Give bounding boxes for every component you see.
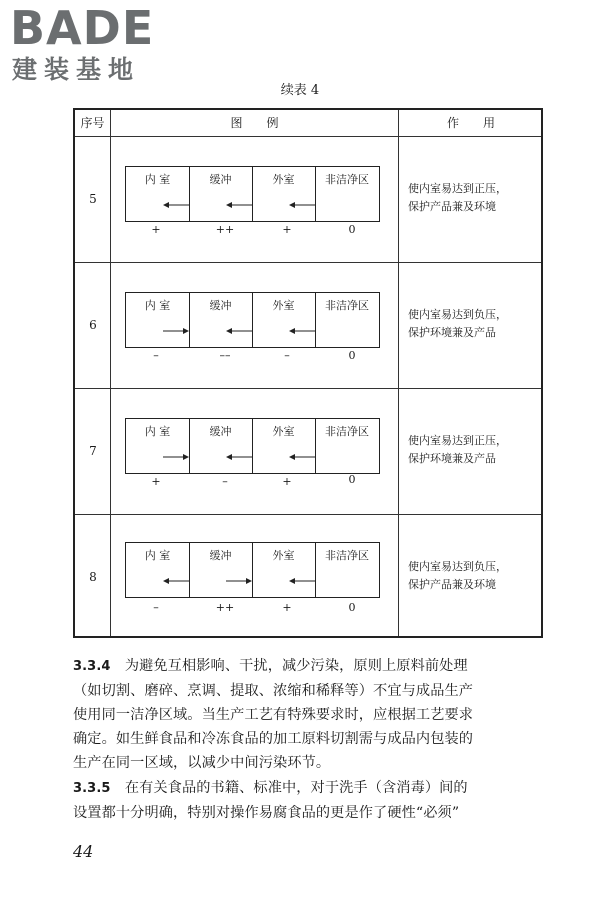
- header-effect: 作 用: [446, 116, 495, 130]
- airflow-arrow-icon: [289, 577, 315, 585]
- effect-line: 使内室易达到负压，: [408, 560, 507, 573]
- pressure-sign: ––: [219, 349, 231, 362]
- effect-line: 使内室易达到正压，: [408, 434, 507, 447]
- pressure-sign: –: [153, 601, 159, 614]
- airflow-arrow-icon: [289, 453, 315, 461]
- room-label: 外室: [272, 549, 295, 562]
- airflow-arrow-icon: [226, 327, 252, 335]
- publisher-logo: [10, 1, 180, 86]
- paragraph-line: 使用同一洁净区域。当生产工艺有特殊要求时，应根据工艺要求: [73, 707, 474, 723]
- room-label: 非洁净区: [325, 173, 369, 186]
- line-text: 在有关食品的书籍、标准中，对于洗手（含消毒）间的: [124, 780, 468, 796]
- pressure-sign: –: [284, 349, 290, 362]
- table-col-divider: [110, 110, 111, 636]
- effect-line: 使内室易达到正压，: [408, 182, 507, 195]
- airflow-arrow-icon: [226, 453, 252, 461]
- header-diagram: 图 例: [230, 116, 279, 130]
- airflow-arrow-icon: [163, 327, 189, 335]
- table-col-divider: [398, 110, 399, 636]
- table-caption: 续表 4: [280, 83, 320, 98]
- effect-line: 保护环境兼及产品: [408, 326, 496, 339]
- paragraph-line: 确定。如生鲜食品和冷冻食品的加工原料切割需与成品内包装的: [73, 731, 474, 747]
- room-label: 内 室: [144, 173, 171, 186]
- room-label: 缓冲: [209, 425, 232, 438]
- paragraph-line: 生产在同一区域，以减少中间污染环节。: [73, 755, 331, 771]
- room-label: 外室: [272, 425, 295, 438]
- effect-line: 保护环境兼及产品: [408, 452, 496, 465]
- logo-wordmark: BADE: [10, 1, 155, 55]
- paragraph-line: [73, 654, 545, 679]
- table-row-divider: [75, 514, 541, 515]
- header-seq: 序号: [80, 116, 105, 130]
- pressure-sign: +: [282, 601, 292, 614]
- airflow-arrow-icon: [163, 453, 189, 461]
- room-label: 外室: [272, 299, 295, 312]
- paragraph-line: （如切割、磨碎、烹调、提取、浓缩和稀释等）不宜与成品生产: [73, 683, 474, 699]
- pressure-sign: 0: [348, 349, 356, 362]
- pressure-sign: +: [282, 223, 292, 236]
- room-label: 内 室: [144, 299, 171, 312]
- airflow-arrow-icon: [226, 201, 252, 209]
- room-diagram: [125, 166, 380, 222]
- table-row-divider: [75, 262, 541, 263]
- airflow-arrow-icon: [163, 577, 189, 585]
- pressure-sign: –: [222, 475, 228, 488]
- effect-text: [408, 180, 538, 216]
- room-label: 非洁净区: [325, 425, 369, 438]
- pressure-sign: 0: [348, 601, 356, 614]
- paragraph-line: [73, 776, 545, 801]
- room-diagram: [125, 292, 380, 348]
- row-seq: 8: [89, 570, 97, 584]
- pressure-sign: ++: [215, 223, 235, 236]
- effect-text: [408, 558, 538, 594]
- pressure-sign: –: [153, 349, 159, 362]
- room-label: 缓冲: [209, 299, 232, 312]
- pressure-sign: +: [282, 475, 292, 488]
- paragraph-3-3-4: [73, 654, 545, 775]
- section-number: 3.3.5: [73, 781, 111, 796]
- room-diagram: [125, 418, 380, 474]
- pressure-sign: +: [151, 475, 161, 488]
- pressure-sign: 0: [348, 473, 356, 486]
- room-label: 缓冲: [209, 173, 232, 186]
- room-diagram: [125, 542, 380, 598]
- page-number: 44: [73, 842, 94, 861]
- room-label: 缓冲: [209, 549, 232, 562]
- room-label: 外室: [272, 173, 295, 186]
- airflow-arrow-icon: [163, 201, 189, 209]
- airflow-arrow-icon: [226, 577, 252, 585]
- row-seq: 6: [89, 318, 97, 332]
- table-row-divider: [75, 388, 541, 389]
- pressure-sign: +: [151, 223, 161, 236]
- section-number: 3.3.4: [73, 659, 111, 674]
- line-text: 为避免互相影响、干扰，减少污染，原则上原料前处理: [124, 658, 468, 674]
- effect-text: [408, 306, 538, 342]
- room-label: 内 室: [144, 425, 171, 438]
- room-label: 非洁净区: [325, 549, 369, 562]
- paragraph-line: 设置都十分明确，特别对操作易腐食品的更是作了硬性“必须”: [73, 805, 460, 821]
- pressure-sign: ++: [215, 601, 235, 614]
- paragraph-3-3-5: [73, 776, 545, 825]
- room-label: 内 室: [144, 549, 171, 562]
- table-row-divider: [75, 136, 541, 137]
- effect-line: 使内室易达到负压，: [408, 308, 507, 321]
- effect-text: [408, 432, 538, 468]
- row-seq: 7: [89, 444, 97, 458]
- effect-line: 保护产品兼及环境: [408, 200, 496, 213]
- airflow-arrow-icon: [289, 327, 315, 335]
- room-label: 非洁净区: [325, 299, 369, 312]
- logo-subtitle: 建装基地: [12, 55, 141, 84]
- pressure-sign: 0: [348, 223, 356, 236]
- row-seq: 5: [89, 192, 97, 206]
- pressure-table: [73, 108, 543, 638]
- airflow-arrow-icon: [289, 201, 315, 209]
- effect-line: 保护产品兼及环境: [408, 578, 496, 591]
